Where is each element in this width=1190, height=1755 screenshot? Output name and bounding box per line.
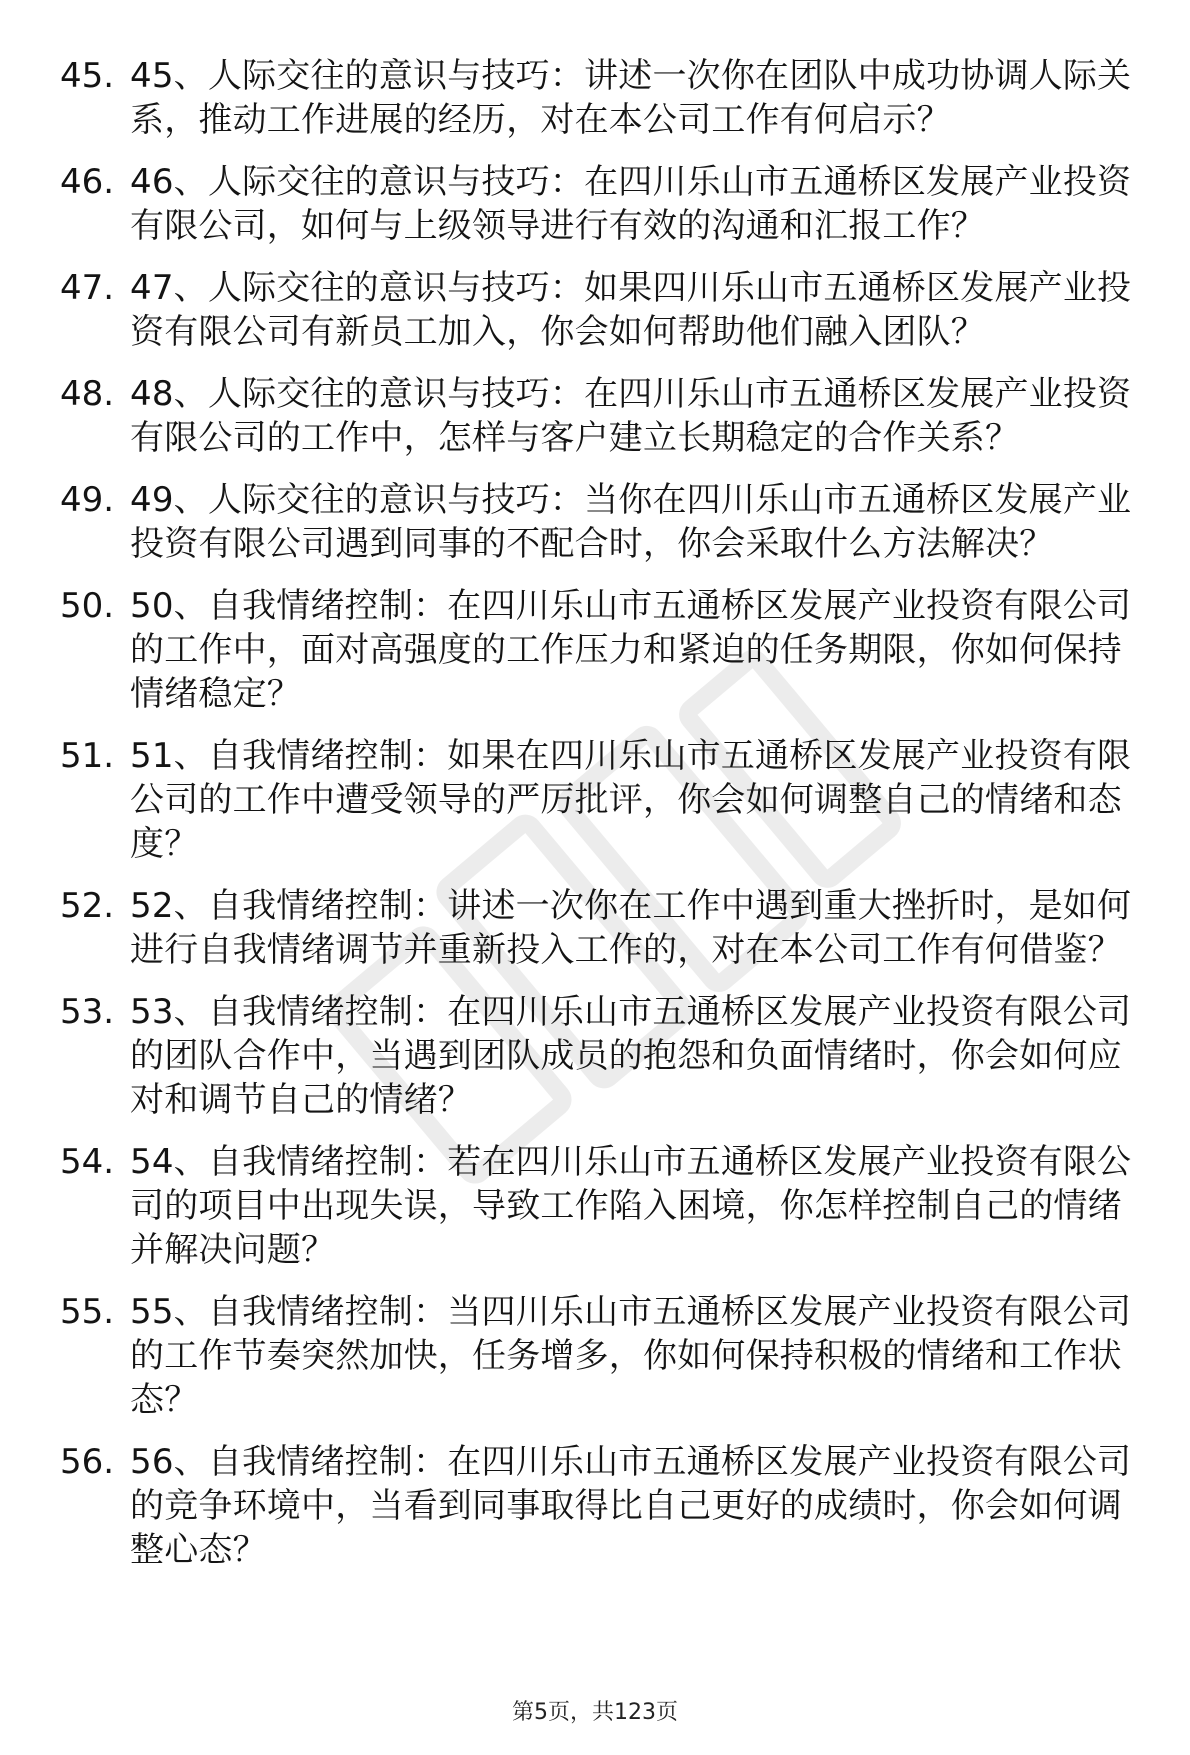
list-item <box>60 478 1150 566</box>
question-text: 51、自我情绪控制：如果在四川乐山市五通桥区发展产业投资有限公司的工作中遭受领导的严厉批评，你会如何调整自己的情绪和态度？ <box>130 736 1132 864</box>
question-text: 53、自我情绪控制：在四川乐山市五通桥区发展产业投资有限公司的团队合作中，当遇到团队成员的抱怨和负面情绪时，你会如何应对和调节自己的情绪？ <box>130 992 1132 1120</box>
question-number: 45. <box>60 56 115 96</box>
question-text: 54、自我情绪控制：若在四川乐山市五通桥区发展产业投资有限公司的项目中出现失误，导致工作陷入困境，你怎样控制自己的情绪并解决问题？ <box>130 1142 1132 1270</box>
question-text: 46、人际交往的意识与技巧：在四川乐山市五通桥区发展产业投资有限公司，如何与上级领导进行有效的沟通和汇报工作？ <box>130 162 1132 246</box>
question-text: 49、人际交往的意识与技巧：当你在四川乐山市五通桥区发展产业投资有限公司遇到同事的不配合时，你会采取什么方法解决？ <box>130 480 1132 564</box>
question-number: 46. <box>60 162 115 202</box>
question-number: 55. <box>60 1292 115 1332</box>
question-text: 48、人际交往的意识与技巧：在四川乐山市五通桥区发展产业投资有限公司的工作中，怎样与客户建立长期稳定的合作关系？ <box>130 374 1132 458</box>
list-item <box>60 990 1150 1122</box>
question-number: 49. <box>60 480 115 520</box>
list-item <box>60 734 1150 866</box>
list-item <box>60 1440 1150 1572</box>
question-number: 56. <box>60 1442 115 1482</box>
question-text: 52、自我情绪控制：讲述一次你在工作中遇到重大挫折时，是如何进行自我情绪调节并重新投入工作的，对在本公司工作有何借鉴？ <box>130 886 1132 970</box>
list-item <box>60 1140 1150 1272</box>
question-number: 52. <box>60 886 115 926</box>
list-item <box>60 160 1150 248</box>
question-list <box>60 54 1150 1590</box>
question-number: 53. <box>60 992 115 1032</box>
list-item <box>60 584 1150 716</box>
list-item <box>60 54 1150 142</box>
list-item <box>60 266 1150 354</box>
question-number: 54. <box>60 1142 115 1182</box>
list-item <box>60 884 1150 972</box>
question-number: 47. <box>60 268 115 308</box>
question-number: 51. <box>60 736 115 776</box>
page-footer <box>0 1695 1190 1726</box>
question-text: 47、人际交往的意识与技巧：如果四川乐山市五通桥区发展产业投资有限公司有新员工加入，你会如何帮助他们融入团队？ <box>130 268 1132 352</box>
question-text: 45、人际交往的意识与技巧：讲述一次你在团队中成功协调人际关系，推动工作进展的经历，对在本公司工作有何启示？ <box>130 56 1132 140</box>
question-text: 56、自我情绪控制：在四川乐山市五通桥区发展产业投资有限公司的竞争环境中，当看到同事取得比自己更好的成绩时，你会如何调整心态？ <box>130 1442 1132 1570</box>
list-item <box>60 372 1150 460</box>
list-item <box>60 1290 1150 1422</box>
page-number-label: 第5页，共123页 <box>512 1700 678 1725</box>
question-number: 50. <box>60 586 115 626</box>
question-number: 48. <box>60 374 115 414</box>
question-text: 55、自我情绪控制：当四川乐山市五通桥区发展产业投资有限公司的工作节奏突然加快，任务增多，你如何保持积极的情绪和工作状态？ <box>130 1292 1132 1420</box>
question-text: 50、自我情绪控制：在四川乐山市五通桥区发展产业投资有限公司的工作中，面对高强度的工作压力和紧迫的任务期限，你如何保持情绪稳定？ <box>130 586 1132 714</box>
